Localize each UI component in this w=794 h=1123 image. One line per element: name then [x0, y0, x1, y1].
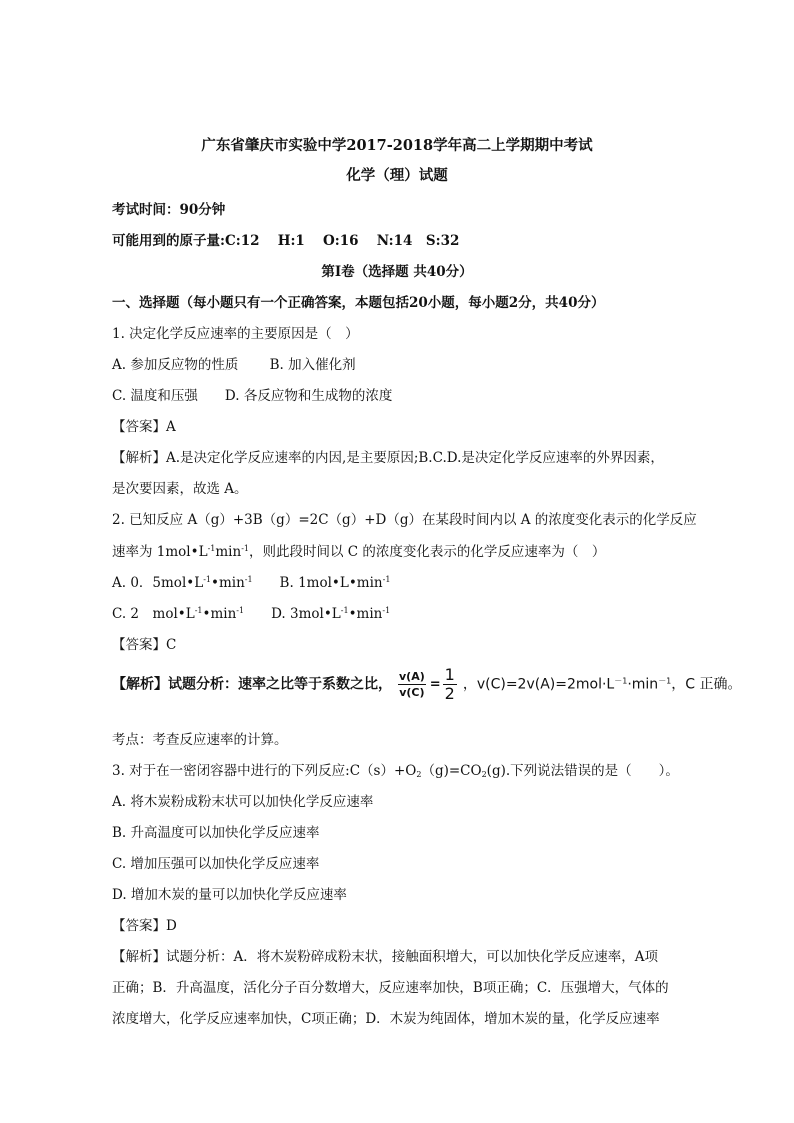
q3-stem-start: 3. 对于在一密闭容器中进行的下列反应:C（s）+O — [112, 763, 417, 779]
q3-option-a: A. 将木炭粉成粉末状可以加快化学反应速率 — [112, 794, 374, 810]
rate-ratio-fraction — [398, 670, 426, 699]
q2-stem-line2 — [112, 540, 605, 560]
q2-analysis-sup1: －1 — [614, 676, 628, 686]
q1-options-ab: A. 参加反应物的性质 B. 加入催化剂 — [112, 357, 356, 373]
q2-option-a-sup1: -1 — [203, 575, 211, 584]
q2-option-c-sup2: -1 — [236, 606, 245, 615]
half-numerator: 1 — [444, 665, 455, 684]
q3-analysis-line1: 【解析】试题分析：A．将木炭粉碎成粉末状，接触面积增大，可以加快化学反应速率，A项 — [112, 949, 658, 965]
section-title: 第Ⅰ卷（选择题 共40分） — [321, 264, 473, 280]
q2-analysis-end: ，C 正确。 — [671, 676, 742, 693]
atomic-mass: 可能用到的原子量:C:12 H:1 O:16 N:14 S:32 — [112, 233, 460, 249]
q2-option-b-sup: -1 — [382, 575, 391, 584]
q2-option-d-min: •min — [348, 606, 383, 622]
q3-analysis-line3: 浓度增大，化学反应速率加快，C项正确；D．木炭为纯固体，增加木炭的量，化学反应速率 — [112, 1011, 660, 1027]
q3-stem — [112, 759, 679, 779]
q3-answer: 【答案】D — [112, 918, 177, 934]
q1-stem: 1. 决定化学反应速率的主要原因是（ ） — [112, 326, 359, 342]
half-fraction — [443, 666, 457, 703]
exam-time: 考试时间：90分钟 — [112, 202, 226, 218]
q2-analysis-label: 【解析】试题分析：速率之比等于系数之比， — [112, 676, 392, 693]
q3-sub-o2: 2 — [416, 770, 422, 779]
equals-sign: = — [429, 677, 441, 692]
q2-stem-min: min — [215, 544, 242, 560]
q2-option-a: A. 0．5mol•L — [112, 575, 204, 591]
q2-stem-sup2: -1 — [241, 544, 249, 553]
fraction-denominator: v(C) — [399, 686, 425, 699]
q2-options-cd — [112, 602, 390, 622]
q2-stem-sup1: -1 — [207, 544, 216, 553]
q1-answer: 【答案】A — [112, 419, 176, 435]
q2-analysis-min: ·min — [627, 676, 659, 693]
half-denominator: 2 — [444, 684, 455, 703]
q2-stem-rest: ，则此段时间以 C 的浓度变化表示的化学反应速率为（ ） — [248, 544, 606, 560]
q2-stem-rate: 速率为 1mol•L — [112, 544, 208, 560]
q2-stem-line1: 2. 已知反应 A（g）+3B（g）=2C（g）+D（g）在某段时间内以 A 的浓度变化表示的化学反应 — [112, 512, 697, 528]
q2-answer: 【答案】C — [112, 637, 177, 653]
q3-option-c: C. 增加压强可以加快化学反应速率 — [112, 856, 320, 872]
q3-option-b: B. 升高温度可以加快化学反应速率 — [112, 825, 320, 841]
q2-analysis-sup2: －1 — [658, 676, 672, 686]
q2-option-d-sup2: -1 — [382, 606, 391, 615]
q3-sub-co2: 2 — [481, 770, 487, 779]
q1-options-cd: C. 温度和压强 D. 各反应物和生成物的浓度 — [112, 388, 393, 404]
q2-point: 考点：考查反应速率的计算。 — [112, 732, 288, 748]
q3-stem-mid: （g)=CO — [421, 763, 482, 779]
q2-option-c-min: •min — [202, 606, 237, 622]
q3-analysis-line2: 正确；B．升高温度，活化分子百分数增大，反应速率加快，B项正确；C．压强增大，气体的 — [112, 980, 669, 996]
q2-option-d: D. 3mol•L — [244, 606, 341, 622]
fraction-numerator: v(A) — [399, 670, 425, 683]
q2-analysis — [112, 666, 742, 703]
document-title: 广东省肇庆市实验中学2017-2018学年高二上学期期中考试 — [201, 137, 593, 154]
q2-option-b: B. 1mol•L•min — [252, 575, 383, 591]
q1-analysis-line1: 【解析】A.是决定化学反应速率的内因,是主要原因;B.C.D.是决定化学反应速率的外界因素， — [112, 450, 664, 466]
section-instruction: 一、选择题（每小题只有一个正确答案，本题包括20小题，每小题2分，共40分） — [112, 295, 605, 311]
document-subtitle: 化学（理）试题 — [346, 167, 448, 184]
q2-option-a-min: •min — [210, 575, 245, 591]
q2-analysis-formula: ，v(C)=2v(A)=2mol·L — [462, 676, 615, 693]
q1-analysis-line2: 是次要因素，故选 A。 — [112, 481, 248, 497]
q2-options-ab — [112, 571, 390, 591]
q2-option-d-sup1: -1 — [340, 606, 349, 615]
q2-option-c: C. 2 mol•L — [112, 606, 195, 622]
q3-stem-end: (g).下列说法错误的是（ ）。 — [486, 763, 679, 779]
q3-option-d: D. 增加木炭的量可以加快化学反应速率 — [112, 887, 347, 903]
q2-option-a-sup2: -1 — [244, 575, 253, 584]
q2-option-c-sup1: -1 — [194, 606, 203, 615]
